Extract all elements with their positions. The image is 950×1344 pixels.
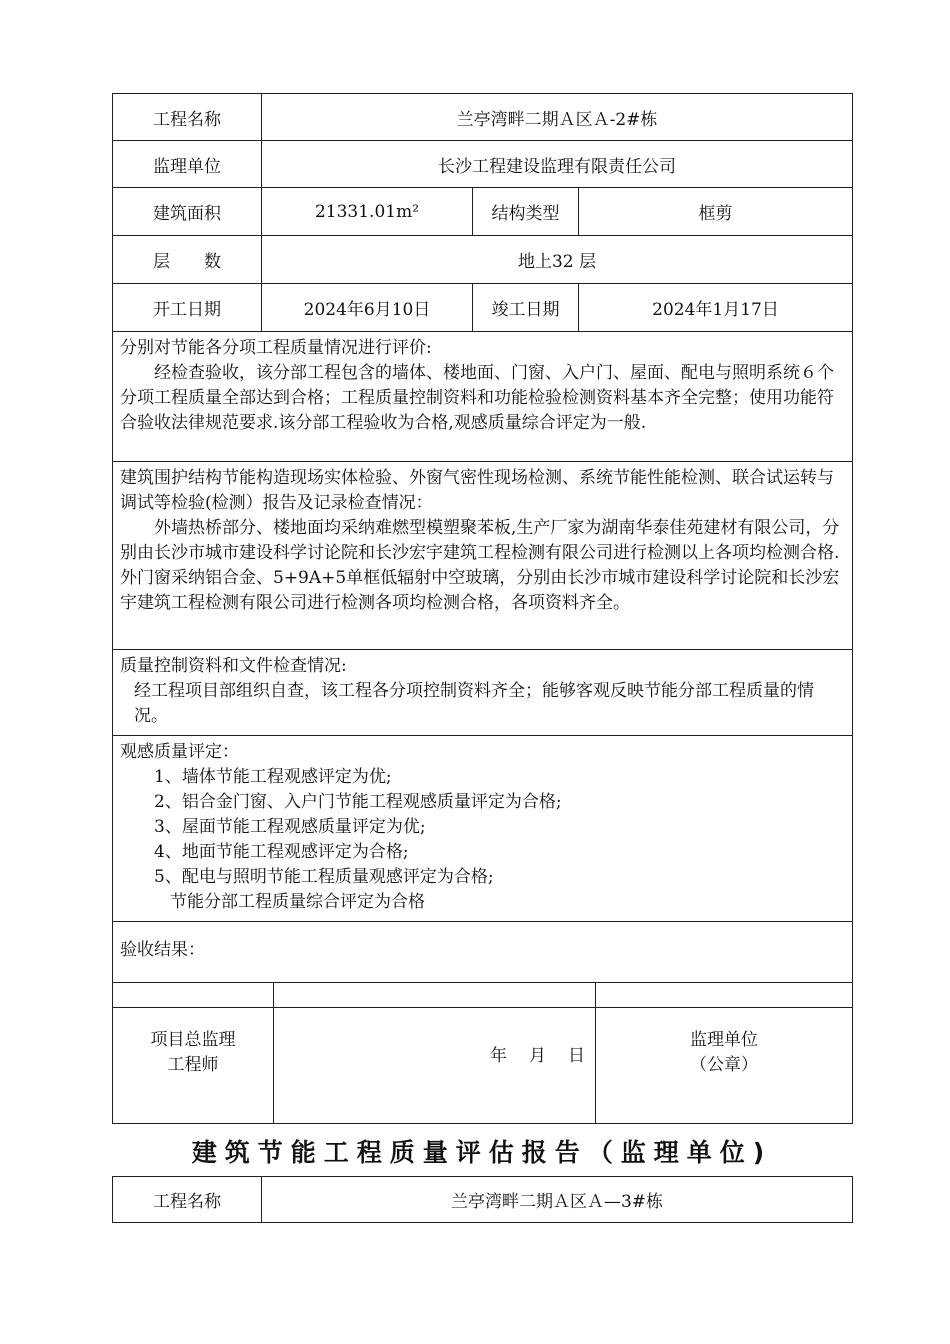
project-name-value-2: 兰亭湾畔二期Ａ区Ａ—3#栋 — [262, 1177, 853, 1223]
date-month: 月 — [529, 1045, 546, 1066]
appearance-summary: 节能分部工程质量综合评定为合格 — [170, 892, 425, 912]
area-label: 建筑面积 — [113, 188, 262, 236]
date-cell — [274, 983, 596, 1124]
supervisor-label: 监理单位 — [113, 141, 262, 188]
inspection-section — [113, 462, 853, 650]
report-title: 建筑节能工程质量评估报告（监理单位) — [191, 1138, 773, 1167]
appearance-heading: 观感质量评定： — [120, 742, 239, 762]
end-date-value: 2024年1月17日 — [579, 284, 853, 332]
evaluation-body: 经检查验收，该分部工程包含的墙体、楼地面、门窗、入户门、屋面、配电与照明系统６个分项工程质量全部达到合格；工程质量控制资料和功能检验检测资料基本齐全完整；使用功能符合验收法律规范要求.该分部工程验收为合格,观感质量综合评定为一般. — [120, 363, 834, 433]
appearance-item: 1、墙体节能工程观感评定为优; — [154, 767, 392, 787]
evaluation-heading: 分别对节能各分项工程质量情况进行评价: — [120, 338, 432, 358]
chief-engineer-line1: 项目总监理 — [150, 1030, 236, 1050]
floors-label: 层 数 — [113, 236, 262, 284]
evaluation-section — [113, 332, 853, 462]
next-table — [112, 1176, 853, 1223]
quality-control-section — [113, 650, 853, 736]
floors-value: 地上32 层 — [262, 236, 853, 284]
evaluation-table — [112, 93, 853, 1008]
appearance-item: 5、配电与照明节能工程质量观感评定为合格; — [154, 867, 494, 887]
structure-value: 框剪 — [579, 188, 853, 236]
date-year: 年 — [490, 1045, 507, 1066]
chief-engineer-line2: 工程师 — [167, 1055, 219, 1075]
area-value: 21331.01m² — [262, 188, 473, 236]
supervisor-unit-label: 监理单位 — [690, 1030, 758, 1050]
acceptance-heading: 验收结果： — [120, 940, 205, 960]
quality-control-body: 经工程项目部组织自查，该工程各分项控制资料齐全；能够客观反映节能分部工程质量的情况。 — [134, 681, 814, 726]
signature-table — [112, 982, 853, 1124]
project-name-label: 工程名称 — [113, 94, 262, 141]
inspection-body: 外墙热桥部分、楼地面均采纳难燃型模塑聚苯板,生产厂家为湖南华泰佳苑建材有限公司，分别由长沙市城市建设科学讨论院和长沙宏宇建筑工程检测有限公司进行检测以上各项均检测合格.外门窗采纳铝合金、5+9A+5单框低辐射中空玻璃，分别由长沙市城市建设科学讨论院和长沙宏宇建筑工程检测有限公司进行检测各项均检测合格，各项资料齐全。 — [120, 518, 840, 613]
appearance-item: 4、地面节能工程观感评定为合格; — [154, 842, 409, 862]
project-name-value: 兰亭湾畔二期Ａ区Ａ-2#栋 — [262, 94, 853, 141]
appearance-item: 2、铝合金门窗、入户门节能工程观感质量评定为合格; — [154, 792, 562, 812]
quality-control-heading: 质量控制资料和文件检查情况: — [120, 656, 347, 676]
project-name-label-2: 工程名称 — [113, 1177, 262, 1223]
appearance-item: 3、屋面节能工程观感质量评定为优; — [154, 817, 426, 837]
appearance-section — [113, 736, 853, 922]
date-day: 日 — [568, 1045, 585, 1066]
start-date-value: 2024年6月10日 — [262, 284, 473, 332]
start-date-label: 开工日期 — [113, 284, 262, 332]
inspection-heading: 建筑围护结构节能构造现场实体检验、外窗气密性现场检测、系统节能性能检测、联合试运转与调试等检验(检测）报告及记录检查情况： — [120, 468, 834, 513]
structure-label: 结构类型 — [473, 188, 579, 236]
supervisor-value: 长沙工程建设监理有限责任公司 — [262, 141, 853, 188]
chief-engineer-cell — [113, 983, 274, 1124]
end-date-label: 竣工日期 — [473, 284, 579, 332]
seal-cell — [596, 983, 853, 1124]
seal-label: （公章） — [690, 1055, 758, 1075]
